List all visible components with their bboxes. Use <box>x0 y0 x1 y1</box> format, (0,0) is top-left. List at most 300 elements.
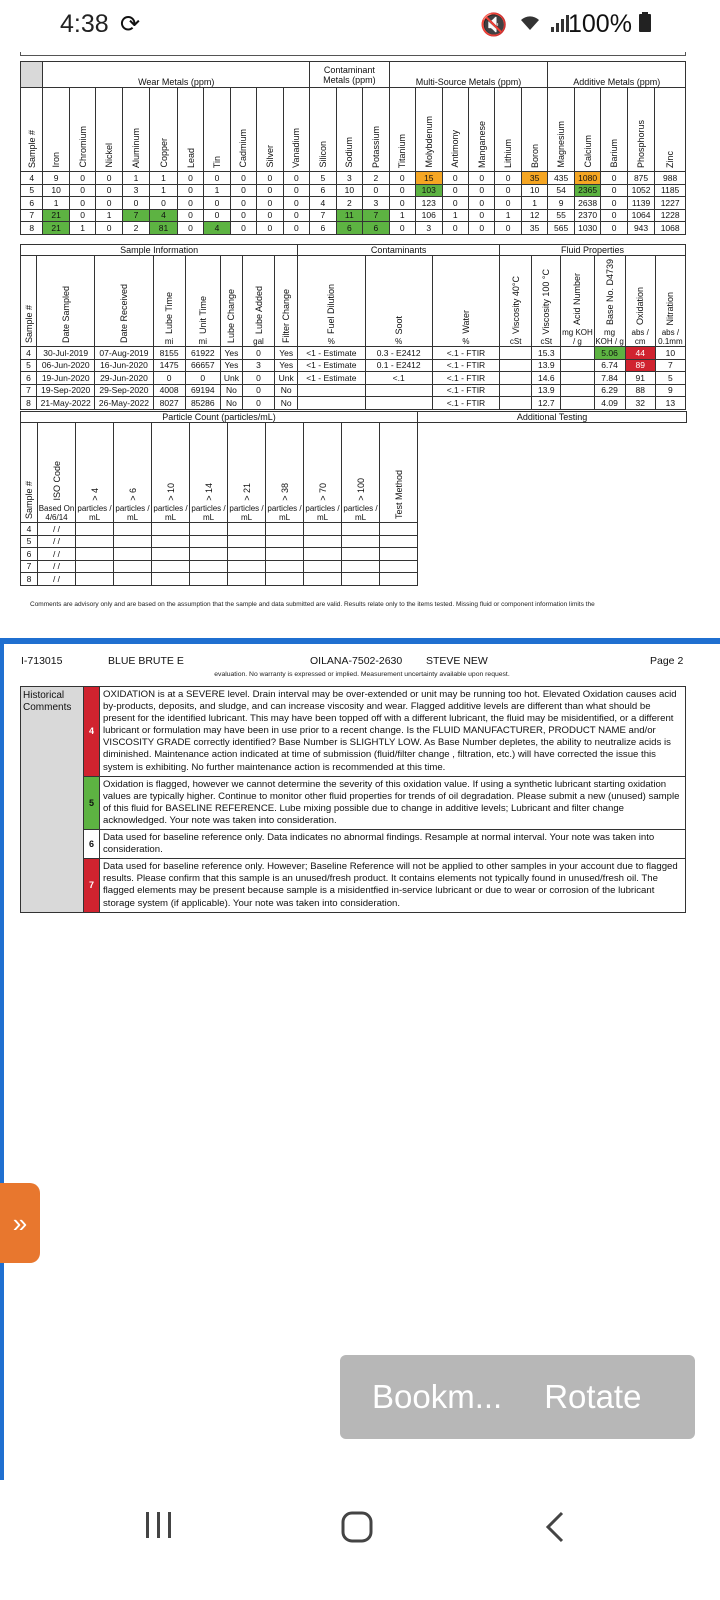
battery-percent: 100% <box>568 10 632 38</box>
table-cell: 4 <box>310 197 336 210</box>
table-row <box>21 359 686 372</box>
table-cell <box>190 523 228 536</box>
col-header-label: Lube Change <box>226 288 237 344</box>
table-cell: 15 <box>416 172 442 185</box>
col-header <box>594 256 625 347</box>
col-header <box>96 88 122 172</box>
table-cell: 0 <box>495 184 521 197</box>
table-cell: 4.09 <box>594 397 625 410</box>
table-cell: <1 - Estimate <box>298 347 365 360</box>
table-row <box>21 184 686 197</box>
table-row <box>21 535 687 548</box>
table-cell: 0.3 - E2412 <box>365 347 432 360</box>
col-header-label: Sample # <box>23 305 34 344</box>
table-cell: 0 <box>257 222 283 235</box>
comment-row <box>84 777 685 830</box>
table-cell: 0 <box>204 172 230 185</box>
bookmark-button[interactable]: Bookm... <box>372 1378 503 1415</box>
table-cell: 7 <box>310 209 336 222</box>
rotate-button[interactable]: Rotate <box>544 1378 642 1415</box>
col-header <box>561 256 594 347</box>
table-cell: 32 <box>625 397 655 410</box>
table-cell: 13.9 <box>532 359 561 372</box>
col-header-label: Copper <box>158 138 169 168</box>
col-header-label: Chromium <box>77 126 88 168</box>
col-header <box>336 88 362 172</box>
table-cell: 0 <box>230 222 256 235</box>
col-header-label: Zinc <box>665 150 676 168</box>
col-unit: particles / mL <box>343 504 378 522</box>
side-panel-tab[interactable] <box>0 1183 40 1263</box>
col-header-label: > 14 <box>203 483 214 501</box>
table-cell: 1 <box>122 172 149 185</box>
col-header-label: Cadmium <box>238 129 249 168</box>
table-cell: 89 <box>625 359 655 372</box>
table-cell: 0 <box>495 222 521 235</box>
table-cell: 0 <box>389 222 415 235</box>
table-cell: / / <box>38 560 76 573</box>
col-header <box>76 423 114 523</box>
col-header-label: Sample # <box>24 480 34 519</box>
viewer-action-bar <box>340 1355 695 1439</box>
col-unit: particles / mL <box>191 504 226 522</box>
col-header <box>468 88 494 172</box>
col-header <box>190 423 228 523</box>
table-cell: 21 <box>43 222 69 235</box>
disclaimer: evaluation. No warranty is expressed or implied. Measurement uncertainty available upon request. <box>214 671 510 678</box>
table-cell: 13.9 <box>532 384 561 397</box>
page-number: Page 2 <box>650 655 684 667</box>
table-cell: 1 <box>43 197 69 210</box>
col-header-label: Water <box>460 310 471 335</box>
table-cell: 21 <box>43 209 69 222</box>
table-cell: 8027 <box>153 397 185 410</box>
col-header <box>532 256 561 347</box>
comment-row <box>84 859 685 911</box>
table-cell: 3 <box>416 222 442 235</box>
table-cell: 0 <box>230 172 256 185</box>
table-cell: No <box>275 384 298 397</box>
table-cell: 4 <box>150 209 177 222</box>
group-contaminant-metals: Contaminant Metals (ppm) <box>310 62 389 88</box>
col-header <box>266 423 304 523</box>
table-cell: 61922 <box>185 347 220 360</box>
table-cell <box>190 535 228 548</box>
col-unit: % <box>327 337 335 347</box>
table-cell: 1 <box>495 209 521 222</box>
recents-icon[interactable] <box>142 1510 176 1549</box>
col-header <box>304 423 342 523</box>
col-unit: particles / mL <box>153 504 188 522</box>
table-cell <box>190 573 228 586</box>
table-cell <box>152 535 190 548</box>
group-multi-source-metals: Multi-Source Metals (ppm) <box>389 62 548 88</box>
table-cell: 6 <box>21 548 38 561</box>
col-header-label: Silicon <box>317 141 328 168</box>
col-unit: abs / 0.1mm <box>658 328 683 347</box>
col-unit: particles / mL <box>267 504 302 522</box>
col-header <box>204 88 230 172</box>
table-cell: / / <box>38 523 76 536</box>
col-header <box>275 256 298 347</box>
table-cell: 0 <box>177 184 203 197</box>
table-cell: 123 <box>416 197 442 210</box>
table-cell: <.1 <box>365 372 432 385</box>
home-icon[interactable] <box>340 1510 374 1553</box>
table-cell: 12.7 <box>532 397 561 410</box>
col-unit: particles / mL <box>115 504 150 522</box>
table-cell: Unk <box>220 372 242 385</box>
table-cell: 5 <box>21 184 43 197</box>
table-cell <box>76 535 114 548</box>
table-cell: 2 <box>336 197 362 210</box>
table-cell: 3 <box>122 184 149 197</box>
col-header <box>95 256 153 347</box>
table-cell: 6 <box>310 184 336 197</box>
table-row <box>21 197 686 210</box>
col-header-label: Date Received <box>118 284 129 344</box>
metals-header-row <box>21 88 686 172</box>
table-cell: 81 <box>150 222 177 235</box>
table-cell <box>304 523 342 536</box>
table-row <box>21 548 687 561</box>
table-cell: 26-May-2022 <box>95 397 153 410</box>
col-header <box>21 423 38 523</box>
table-cell: 6 <box>310 222 336 235</box>
comment-sample-number: 5 <box>84 777 100 829</box>
table-cell <box>114 560 152 573</box>
table-cell <box>500 347 532 360</box>
table-cell: 19-Jun-2020 <box>37 372 95 385</box>
col-header <box>432 256 499 347</box>
col-header-label: Manganese <box>476 120 487 168</box>
table-cell: 0 <box>69 184 95 197</box>
table-cell: 1030 <box>574 222 600 235</box>
table-cell: 7 <box>122 209 149 222</box>
table-cell: 7.84 <box>594 372 625 385</box>
col-header <box>38 423 76 523</box>
table-cell: 6 <box>363 222 390 235</box>
table-cell <box>152 560 190 573</box>
table-cell: Yes <box>275 359 298 372</box>
customer-name: STEVE NEW <box>426 655 488 667</box>
table-cell <box>342 548 380 561</box>
table-cell <box>500 359 532 372</box>
table-cell <box>500 384 532 397</box>
table-cell: 7 <box>655 359 685 372</box>
table-cell: 0 <box>242 384 274 397</box>
table-cell: 9 <box>548 197 574 210</box>
table-cell <box>190 560 228 573</box>
col-header <box>298 256 365 347</box>
table-cell <box>380 523 418 536</box>
comments-advisory-note: Comments are advisory only and are based on the assumption that the sample and data submitted are valid. Results relate only to the items tested. Missing fluid or component information limits the <box>30 601 595 608</box>
table-cell: 1052 <box>627 184 654 197</box>
table-cell: 0 <box>230 209 256 222</box>
table-cell <box>266 560 304 573</box>
particle-body <box>21 523 687 586</box>
col-header <box>363 88 390 172</box>
table-cell <box>365 397 432 410</box>
col-header-label: Potassium <box>370 125 381 168</box>
table-cell: 2370 <box>574 209 600 222</box>
col-header-label: > 4 <box>89 488 100 501</box>
table-cell: 9 <box>43 172 69 185</box>
table-cell: <.1 - FTIR <box>432 384 499 397</box>
col-header-label: Phosphorus <box>636 119 647 168</box>
table-cell <box>342 573 380 586</box>
group-particle-count: Particle Count (particles/mL) <box>21 412 418 423</box>
table-cell: 4 <box>21 347 37 360</box>
table-cell: 0 <box>204 197 230 210</box>
table-cell: 2 <box>363 172 390 185</box>
group-additive-metals: Additive Metals (ppm) <box>548 62 686 88</box>
col-header-label: Date Sampled <box>60 286 71 344</box>
table-cell: 0 <box>468 172 494 185</box>
table-cell: 988 <box>655 172 686 185</box>
table-cell: 0 <box>495 197 521 210</box>
group-contaminants: Contaminants <box>298 245 500 256</box>
table-cell: 44 <box>625 347 655 360</box>
group-additional-testing: Additional Testing <box>418 412 687 423</box>
table-cell: 6.74 <box>594 359 625 372</box>
table-cell <box>152 548 190 561</box>
table-cell: 0 <box>601 184 627 197</box>
col-header-label: Titanium <box>397 133 408 168</box>
table-row <box>21 573 687 586</box>
col-header-label: Boron <box>529 143 540 168</box>
col-header <box>548 88 574 172</box>
table-cell: 0 <box>601 209 627 222</box>
col-header-label: Aluminum <box>131 127 142 168</box>
table-cell: <.1 - FTIR <box>432 372 499 385</box>
navigation-bar <box>0 1480 720 1600</box>
col-header <box>310 88 336 172</box>
table-cell: 7 <box>21 384 37 397</box>
table-cell: 66657 <box>185 359 220 372</box>
col-header <box>442 88 468 172</box>
col-header-label: Nickel <box>104 143 115 168</box>
table-cell <box>76 573 114 586</box>
table-cell: 8 <box>21 397 37 410</box>
table-cell: 0 <box>601 172 627 185</box>
table-cell <box>266 573 304 586</box>
table-cell <box>304 560 342 573</box>
comment-sample-number: 6 <box>84 830 100 858</box>
col-header <box>177 88 203 172</box>
battery-icon <box>639 10 651 38</box>
table-cell: 0 <box>442 222 468 235</box>
table-cell <box>228 573 266 586</box>
col-unit: particles / mL <box>77 504 112 522</box>
table-cell: 0 <box>96 222 122 235</box>
col-header <box>389 88 415 172</box>
table-cell: 0 <box>468 209 494 222</box>
col-header-label: ISO Code <box>51 461 62 501</box>
table-cell: 1227 <box>655 197 686 210</box>
col-header-label: Tin <box>211 155 222 168</box>
table-cell: 7 <box>363 209 390 222</box>
table-cell: 16-Jun-2020 <box>95 359 153 372</box>
table-cell: 0 <box>69 197 95 210</box>
table-cell <box>500 372 532 385</box>
table-cell: 10 <box>655 347 685 360</box>
col-header <box>283 88 309 172</box>
col-unit: Based On 4/6/14 <box>38 504 75 522</box>
group-wear-metals: Wear Metals (ppm) <box>43 62 310 88</box>
table-cell: 0 <box>468 222 494 235</box>
status-bar <box>0 0 720 52</box>
col-header <box>521 88 548 172</box>
table-cell: 565 <box>548 222 574 235</box>
table-cell <box>228 523 266 536</box>
table-cell: 0 <box>230 197 256 210</box>
table-cell: No <box>220 397 242 410</box>
table-cell: 0 <box>363 184 390 197</box>
pdf-page-1 <box>0 52 720 642</box>
table-cell: 0 <box>495 172 521 185</box>
back-icon[interactable] <box>540 1510 570 1553</box>
col-header-label: > 21 <box>241 483 252 501</box>
col-header-label: Unit Time <box>197 296 208 335</box>
table-cell: 6.29 <box>594 384 625 397</box>
sample-info-table <box>20 244 686 410</box>
col-header <box>150 88 177 172</box>
col-header-label: Magnesium <box>556 121 567 168</box>
col-header <box>495 88 521 172</box>
table-cell: 30-Jul-2019 <box>37 347 95 360</box>
table-cell: 106 <box>416 209 442 222</box>
table-cell: 0 <box>230 184 256 197</box>
col-header-label: Molybdenum <box>423 116 434 168</box>
table-cell: 1 <box>521 197 548 210</box>
table-cell <box>228 560 266 573</box>
col-header-label: Sodium <box>344 137 355 168</box>
table-cell <box>304 535 342 548</box>
table-cell: 9 <box>655 384 685 397</box>
col-header <box>21 88 43 172</box>
table-cell: 0 <box>283 209 309 222</box>
col-header-label: Acid Number <box>572 273 583 326</box>
col-header <box>625 256 655 347</box>
table-cell: 0 <box>442 172 468 185</box>
col-header <box>220 256 242 347</box>
table-cell <box>266 535 304 548</box>
table-cell <box>76 523 114 536</box>
col-unit: % <box>462 337 470 347</box>
comment-row <box>84 830 685 859</box>
table-cell: 29-Jun-2020 <box>95 372 153 385</box>
table-cell: No <box>220 384 242 397</box>
table-cell <box>298 384 365 397</box>
col-header <box>416 88 442 172</box>
table-cell: Yes <box>220 359 242 372</box>
comment-text: Data used for baseline reference only. Data indicates no abnormal findings. Resample at normal interval. Your note was taken into consideration. <box>103 832 655 856</box>
col-header-label: Lube Time <box>164 292 175 335</box>
table-cell: 8 <box>21 222 43 235</box>
table-cell: 10 <box>43 184 69 197</box>
table-cell: 91 <box>625 372 655 385</box>
particle-count-table <box>20 411 687 586</box>
report-id: I-713015 <box>21 655 63 667</box>
table-cell: 0 <box>468 197 494 210</box>
table-cell: 2638 <box>574 197 600 210</box>
table-cell <box>76 548 114 561</box>
comment-text: Data used for baseline reference only. However; Baseline Reference will not be applied to other samples in your account due to flagged results. Please confirm that this sample is an unused/fresh product. It contains elements not typically found in unused/fresh oil. The flagged elements may be present because sample is a misidentfied in-service lubricant or due to wear or corrosion of the lubricant storage system (if applicable). Your note was taken into consideration. <box>103 861 678 909</box>
table-cell: 0 <box>257 209 283 222</box>
col-header <box>655 88 686 172</box>
table-cell <box>342 560 380 573</box>
col-header-label: Barium <box>609 139 620 168</box>
table-cell <box>304 573 342 586</box>
table-row <box>21 560 687 573</box>
col-header-label: Base No. D4739 <box>604 259 615 326</box>
pdf-top-edge <box>20 52 686 56</box>
table-cell: 1 <box>442 209 468 222</box>
group-sample-information: Sample Information <box>21 245 298 256</box>
col-header-label: Lead <box>185 147 196 168</box>
table-cell: 1185 <box>655 184 686 197</box>
table-cell <box>365 384 432 397</box>
col-header <box>122 88 149 172</box>
col-header-label: Soot <box>393 315 404 335</box>
table-cell: 3 <box>363 197 390 210</box>
table-cell: 35 <box>521 172 548 185</box>
col-unit: % <box>395 337 403 347</box>
metals-body <box>21 172 686 235</box>
col-header-label: Viscosity 100 °C <box>541 268 552 335</box>
table-cell: 0 <box>389 197 415 210</box>
table-cell: 21-May-2022 <box>37 397 95 410</box>
col-unit: mg KOH / g <box>595 328 624 347</box>
double-chevron-right-icon: » <box>12 1207 28 1238</box>
table-cell: 4 <box>21 523 38 536</box>
col-header <box>365 256 432 347</box>
table-cell: 10 <box>336 184 362 197</box>
comment-text: OXIDATION is at a SEVERE level. Drain interval may be over-extended or unit may be running too hot. Elevated Oxidation causes acid by-products, deposits, and sludge, and can increase viscosity and wear. Flagged additive levels are different than what should be present for the identified lubricant. This may have been topped off with a different lubricant, the fluid may be misidentified, or a different lubricant or formulation may have been in use prior to a recent change. Is the FLUID MANUFACTURER, PRODUCT NAME and/or VISCOSITY GRADE correctly identified? Base Number is SLIGHTLY LOW. As Base Number depletes, the ability to neutralize acids is diminished. Maintenance action indicated at time of submission (fluid/filter change , filtration, etc.) will have corrected the issue this system is exhibiting. No further maintenance action is recommended at this time. <box>103 689 677 773</box>
table-cell: 6 <box>21 372 37 385</box>
table-cell <box>114 535 152 548</box>
table-row <box>21 384 686 397</box>
table-cell: 0 <box>257 172 283 185</box>
table-cell: Yes <box>275 347 298 360</box>
col-header-label: > 70 <box>317 483 328 501</box>
table-cell: <.1 - FTIR <box>432 347 499 360</box>
table-row <box>21 523 687 536</box>
account-number: OILANA-7502-2630 <box>310 655 403 667</box>
col-header <box>627 88 654 172</box>
col-header-label: Calcium <box>582 135 593 168</box>
historical-comments-label: Historical Comments <box>21 687 84 912</box>
table-cell: 0 <box>242 347 274 360</box>
table-cell: 1068 <box>655 222 686 235</box>
table-cell: 0 <box>150 197 177 210</box>
table-cell: 0 <box>601 222 627 235</box>
table-cell: / / <box>38 548 76 561</box>
col-header <box>655 256 685 347</box>
table-cell <box>114 523 152 536</box>
table-cell: 0 <box>468 184 494 197</box>
col-header <box>228 423 266 523</box>
table-row <box>21 209 686 222</box>
col-header-label: > 38 <box>279 483 290 501</box>
col-header-label: > 10 <box>165 483 176 501</box>
table-cell: 8155 <box>153 347 185 360</box>
col-header <box>114 423 152 523</box>
table-cell: 1228 <box>655 209 686 222</box>
table-cell: 875 <box>627 172 654 185</box>
col-header <box>380 423 418 523</box>
